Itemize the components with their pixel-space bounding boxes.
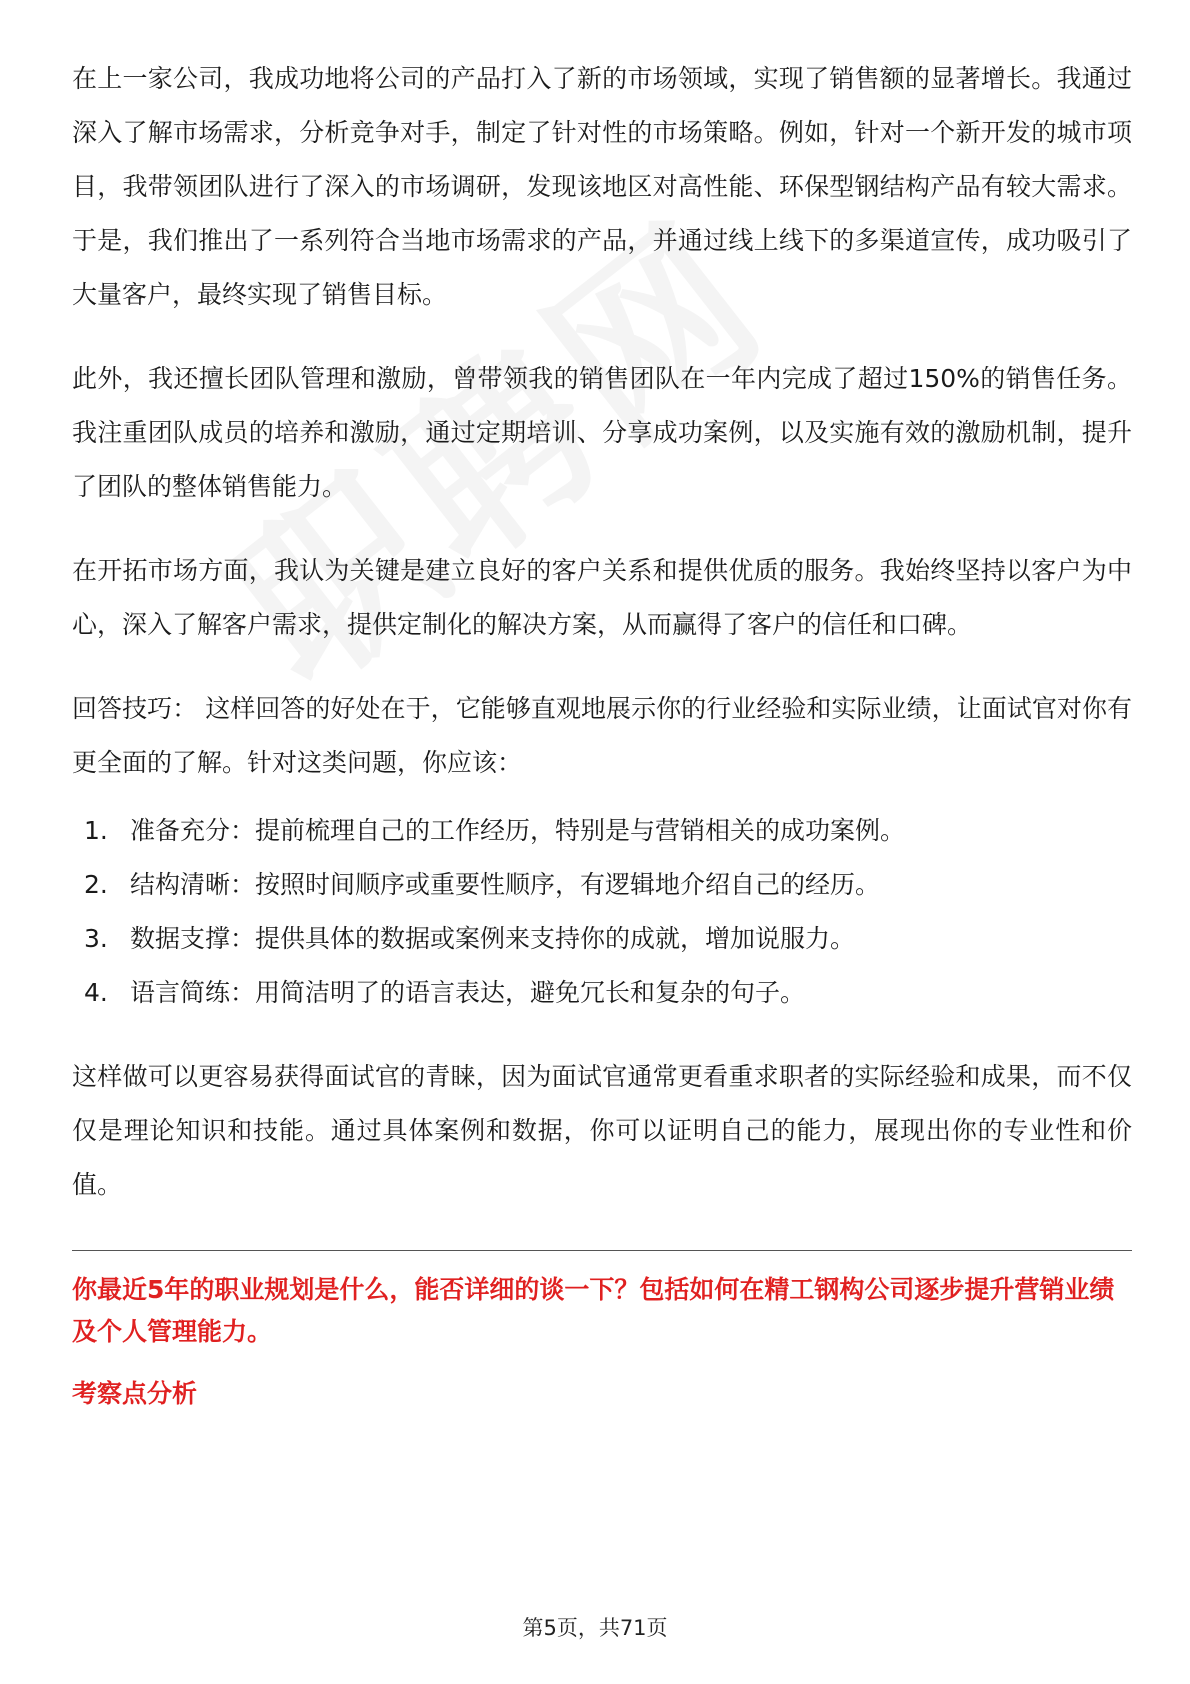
paragraph-team-management: 此外，我还擅长团队管理和激励，曾带领我的销售团队在一年内完成了超过150%的销售任务。我注重团队成员的培养和激励，通过定期培训、分享成功案例，以及实施有效的激励机制，提升了团队的整体销售能力。: [72, 364, 1132, 501]
list-text: 数据支撑：提供具体的数据或案例来支持你的成就，增加说服力。: [130, 924, 856, 953]
document-body: [72, 52, 1132, 1415]
paragraph-marketing-success: 在上一家公司，我成功地将公司的产品打入了新的市场领域，实现了销售额的显著增长。我通过深入了解市场需求，分析竞争对手，制定了针对性的市场策略。例如，针对一个新开发的城市项目，我带领团队进行了深入的市场调研，发现该地区对高性能、环保型钢结构产品有较大需求。于是，我们推出了一系列符合当地市场需求的产品，并通过线上线下的多渠道宣传，成功吸引了大量客户，最终实现了销售目标。: [72, 64, 1132, 309]
tips-list: [72, 804, 1132, 1020]
next-question-heading: 你最近5年的职业规划是什么，能否详细的谈一下？包括如何在精工钢构公司逐步提升营销业绩及个人管理能力。: [72, 1275, 1115, 1346]
page-number-footer: 第5页，共71页: [522, 1616, 668, 1640]
paragraph-market-expansion: 在开拓市场方面，我认为关键是建立良好的客户关系和提供优质的服务。我始终坚持以客户为中心，深入了解客户需求，提供定制化的解决方案，从而赢得了客户的信任和口碑。: [72, 556, 1132, 639]
list-item: [72, 912, 1132, 966]
list-number: 2.: [84, 870, 108, 899]
analysis-section-title: 考察点分析: [72, 1379, 198, 1408]
list-number: 3.: [84, 924, 108, 953]
list-number: 4.: [84, 978, 108, 1007]
list-item: [72, 966, 1132, 1020]
list-text: 语言简练：用简洁明了的语言表达，避免冗长和复杂的句子。: [130, 978, 806, 1007]
list-text: 结构清晰：按照时间顺序或重要性顺序，有逻辑地介绍自己的经历。: [130, 870, 881, 899]
paragraph-answer-tips-intro: 回答技巧： 这样回答的好处在于，它能够直观地展示你的行业经验和实际业绩，让面试官对你有更全面的了解。针对这类问题，你应该：: [72, 694, 1132, 777]
section-divider: [72, 1250, 1132, 1251]
paragraph-conclusion: 这样做可以更容易获得面试官的青睐，因为面试官通常更看重求职者的实际经验和成果，而不仅仅是理论知识和技能。通过具体案例和数据，你可以证明自己的能力，展现出你的专业性和价值。: [72, 1062, 1132, 1199]
list-number: 1.: [84, 816, 108, 845]
list-item: [72, 804, 1132, 858]
list-text: 准备充分：提前梳理自己的工作经历，特别是与营销相关的成功案例。: [130, 816, 906, 845]
list-item: [72, 858, 1132, 912]
